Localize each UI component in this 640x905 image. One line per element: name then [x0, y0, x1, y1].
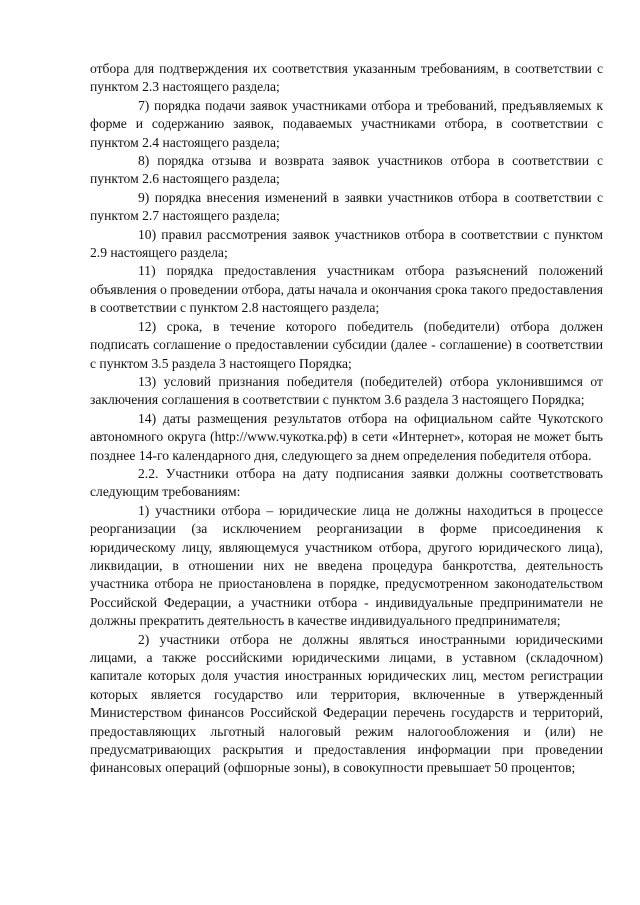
paragraph-item-14: 14) даты размещения результатов отбора на официальном сайте Чукотского автономного округа (http://www.чукотка.рф) в сети «Интернет», которая не может быть позднее 14-го календарного дня, следующего за днем определения победителя отбора. — [90, 410, 603, 463]
paragraph-item-13: 13) условий признания победителя (победителей) отбора уклонившимся от заключения соглашения в соответствии с пунктом 3.6 раздела 3 настоящего Порядка; — [90, 373, 603, 408]
paragraph-requirement-1: 1) участники отбора – юридические лица не должны находиться в процессе реорганизации (за исключением реорганизации в форме присоединения к юридическому лицу, являющемуся участником отбора, другого юридического лица), ликвидации, в отношении них не введена процедура банкротства, деятельность участника отбора не приостановлена в порядке, предусмотренном законодательством Российской Федерации, а участники отбора - индивидуальные предприниматели не должны прекратить деятельность в качестве индивидуального предпринимателя; — [90, 502, 603, 629]
paragraph-item-11: 11) порядка предоставления участникам отбора разъяснений положений объявления о проведении отбора, даты начала и окончания срока такого предоставления в соответствии с пунктом 2.8 настоящего раздела; — [90, 263, 603, 316]
paragraph-continuation: отбора для подтверждения их соответствия указанным требованиям, в соответствии с пунктом 2.3 настоящего раздела; — [90, 61, 603, 95]
paragraph-section-2-2: 2.2. Участники отбора на дату подписания заявки должны соответствовать следующим требованиям: — [90, 465, 603, 500]
paragraph-requirement-2: 2) участники отбора не должны являться иностранными юридическими лицами, а также российскими юридическими лицами, в уставном (складочном) капитале которых доля участия иностранных юридических лиц, местом регистрации которых является государство или территория, включенные в утвержденный Министерством финансов Российской Федерации перечень государств и территорий, предоставляющих льготный налоговый режим налогообложения и (или) не предусматривающих раскрытия и предоставления информации при проведении финансовых операций (офшорные зоны), в совокупности превышает 50 процентов; — [90, 631, 603, 776]
paragraph-item-9: 9) порядка внесения изменений в заявки участников отбора в соответствии с пунктом 2.7 настоящего раздела; — [90, 189, 603, 224]
paragraph-item-7: 7) порядка подачи заявок участниками отбора и требований, предъявляемых к форме и содержанию заявок, подаваемых участниками отбора, в соответствии с пунктом 2.4 настоящего раздела; — [90, 97, 603, 150]
paragraph-item-10: 10) правил рассмотрения заявок участников отбора в соответствии с пунктом 2.9 настоящего раздела; — [90, 226, 603, 261]
paragraph-item-12: 12) срока, в течение которого победитель (победители) отбора должен подписать соглашение о предоставлении субсидии (далее - соглашение) в соответствии с пунктом 3.5 раздела 3 настоящего Порядка; — [90, 318, 603, 371]
paragraph-item-8: 8) порядка отзыва и возврата заявок участников отбора в соответствии с пунктом 2.6 настоящего раздела; — [90, 153, 603, 187]
document-body — [90, 60, 603, 778]
